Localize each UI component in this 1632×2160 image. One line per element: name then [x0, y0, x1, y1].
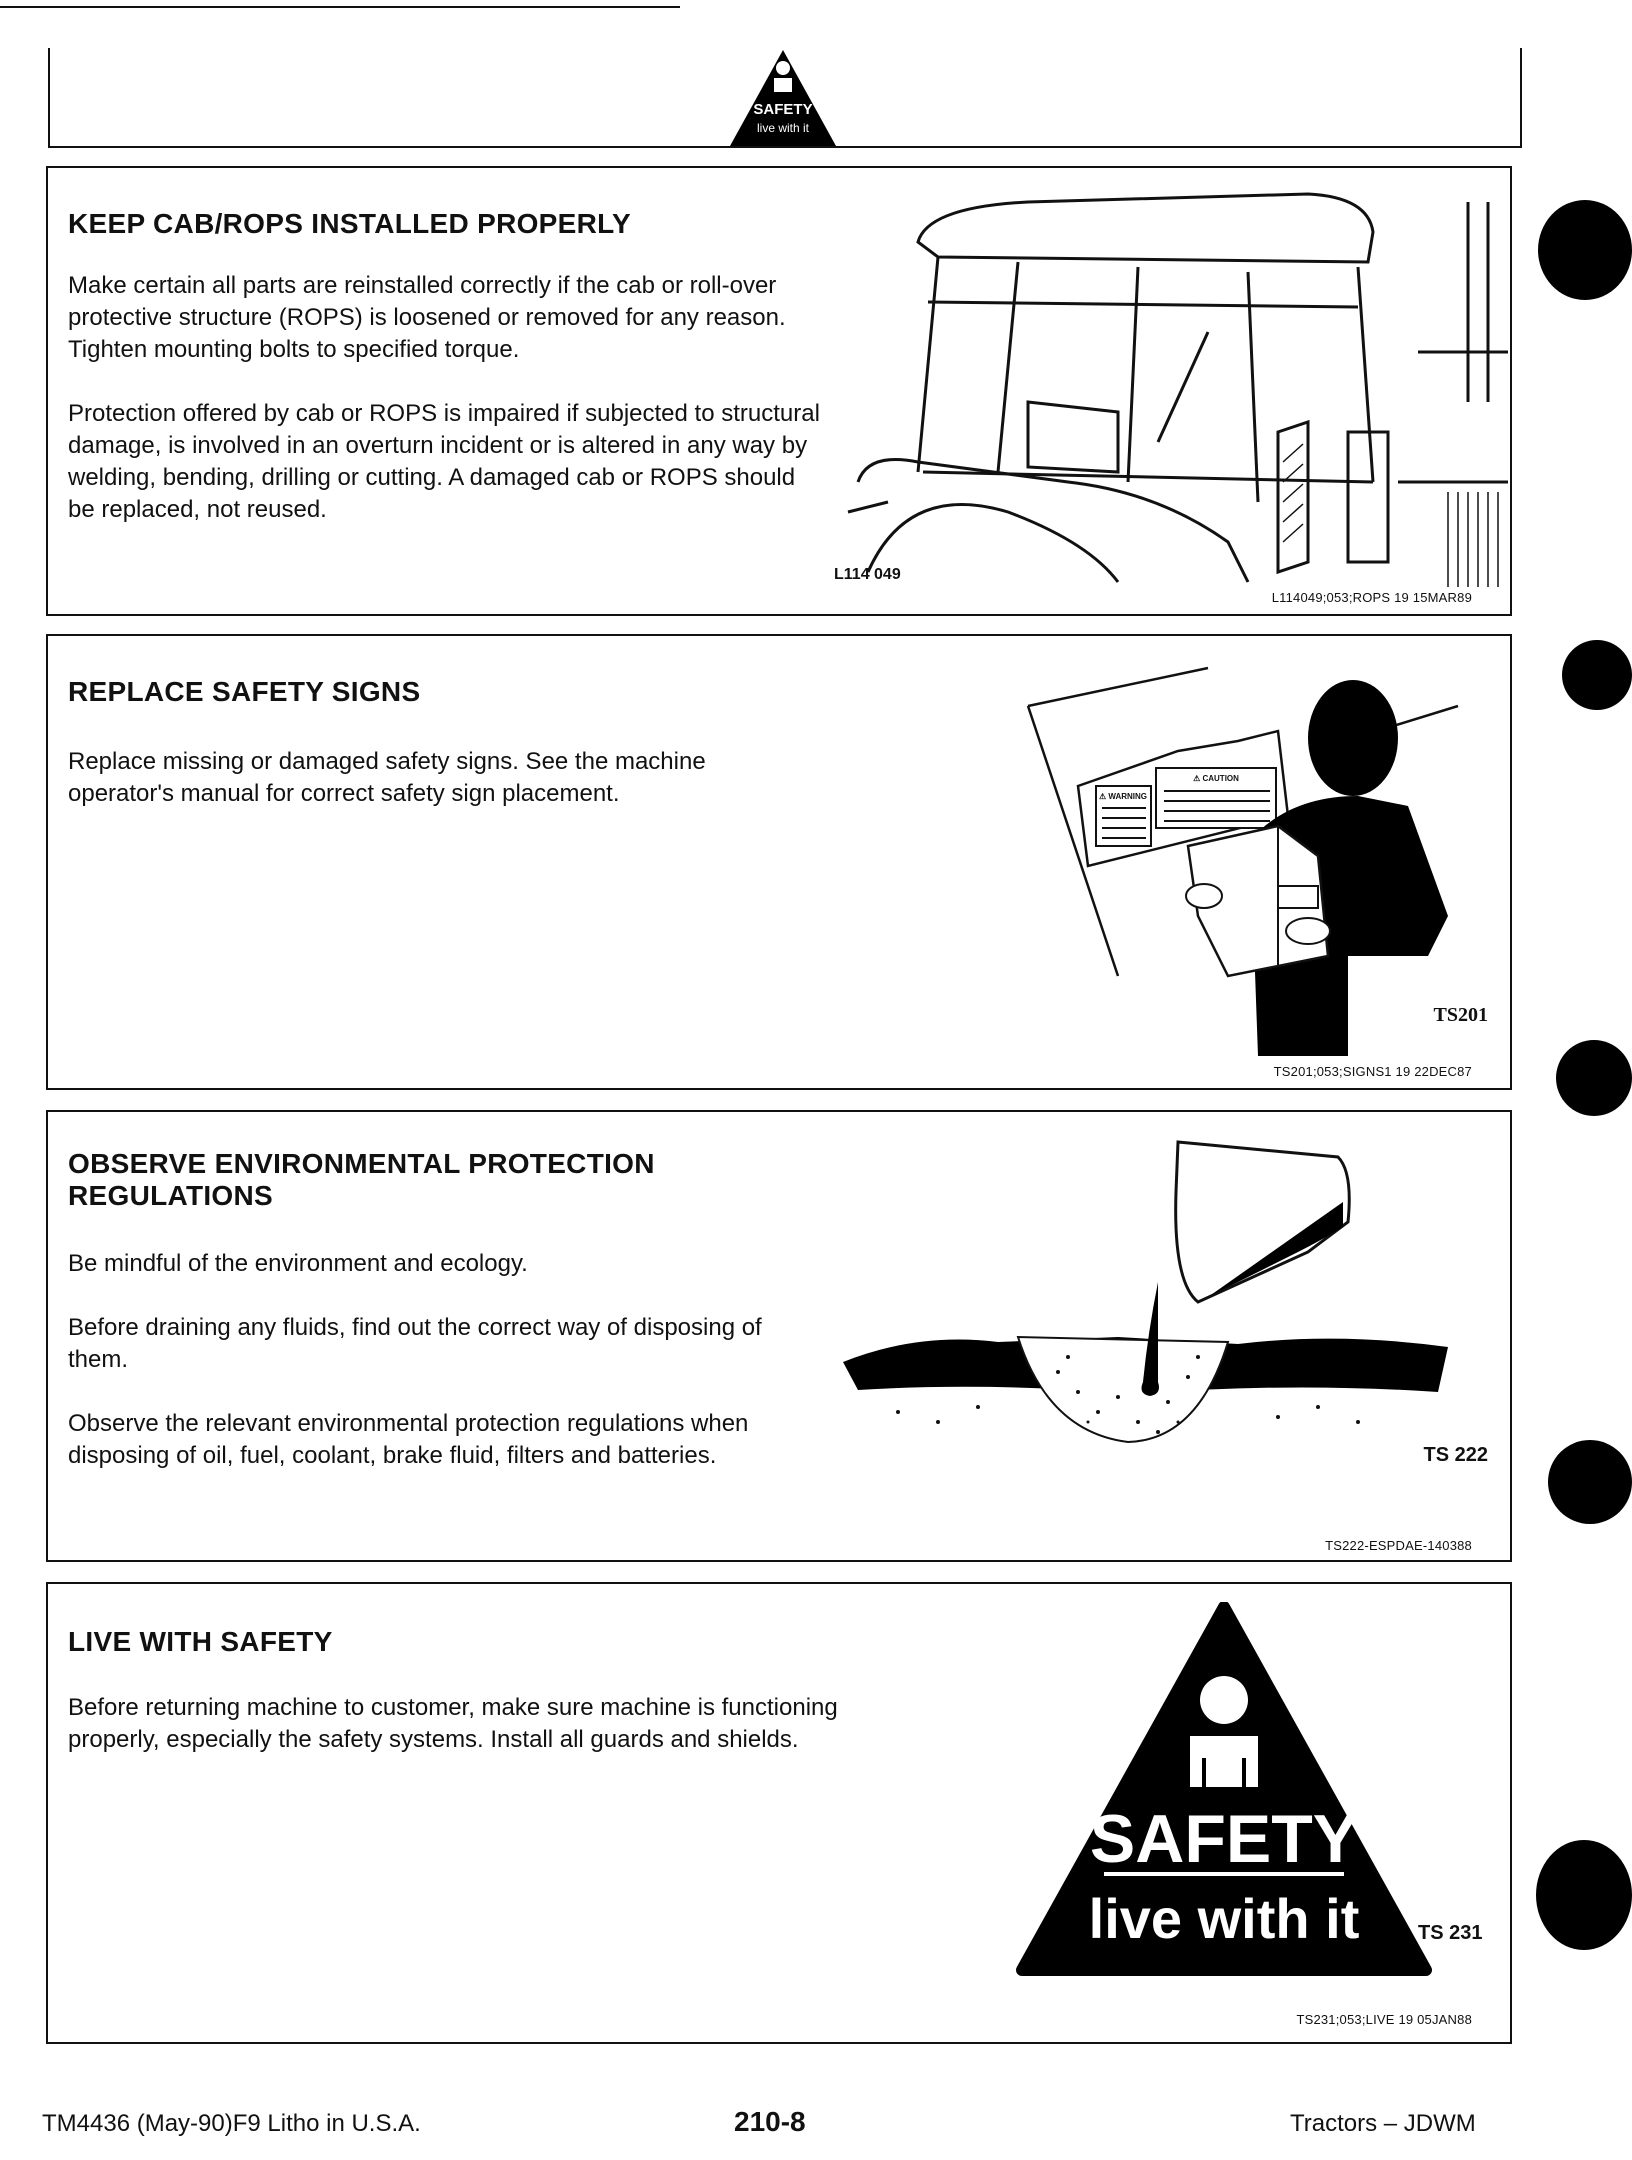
sign-label-warning: ⚠ WARNING — [1098, 792, 1148, 801]
safety-live-with-it-logo-icon — [1014, 1602, 1434, 1982]
paragraph: Make certain all parts are reinstalled correctly if the cab or roll-over protective structure (ROPS) is loosened or removed for any reason. Tighten mounting bolts to specified torque. — [68, 272, 786, 363]
binder-hole — [1538, 200, 1632, 300]
sign-label-caution: ⚠ CAUTION — [1193, 774, 1239, 783]
logo-text-tagline: live with it — [756, 121, 810, 135]
figure-label: TS 222 — [1423, 1444, 1488, 1466]
logo-text-safety: SAFETY — [753, 101, 813, 118]
section-body — [68, 746, 728, 842]
paragraph: Observe the relevant environmental protection regulations when disposing of oil, fuel, coolant, brake fluid, filters and batteries. — [68, 1410, 749, 1469]
paragraph: Protection offered by cab or ROPS is impaired if subjected to structural damage, is involved in an overturn incident or is altered in any way by welding, bending, drilling or cutting. A damaged cab or ROPS should be replaced, not reused. — [68, 400, 820, 523]
binder-hole — [1562, 640, 1632, 710]
person-reading-manual-illustration — [978, 656, 1498, 1056]
section-title: OBSERVE ENVIRONMENTAL PROTECTION REGULATIONS — [68, 1148, 655, 1211]
footer-section: Tractors – JDWM — [1290, 2110, 1476, 2137]
section-body — [68, 270, 828, 558]
section-title: REPLACE SAFETY SIGNS — [68, 676, 421, 707]
section-environmental — [46, 1110, 1512, 1562]
logo-text-tagline: live with it — [1088, 1887, 1360, 1950]
paragraph: Replace missing or damaged safety signs. See the machine operator's manual for correct safety sign placement. — [68, 748, 706, 807]
footer-publication: TM4436 (May-90)F9 Litho in U.S.A. — [42, 2110, 421, 2137]
safety-logo-icon — [728, 48, 838, 148]
binder-hole — [1556, 1040, 1632, 1116]
section-body — [68, 1248, 768, 1504]
figure-label: TS 231 — [1418, 1922, 1483, 1944]
reference-code: L114049;053;ROPS 19 15MAR89 — [1271, 590, 1472, 605]
section-safety-signs — [46, 634, 1512, 1090]
paragraph: Be mindful of the environment and ecology. — [68, 1250, 528, 1277]
section-title: KEEP CAB/ROPS INSTALLED PROPERLY — [68, 208, 631, 239]
binder-hole — [1548, 1440, 1632, 1524]
reference-code: TS231;053;LIVE 19 05JAN88 — [1296, 2012, 1472, 2027]
footer-page-number: 210-8 — [734, 2106, 806, 2137]
reference-code: TS222-ESPDAE-140388 — [1325, 1538, 1472, 1553]
section-title: LIVE WITH SAFETY — [68, 1626, 333, 1657]
binder-hole — [1536, 1840, 1632, 1950]
logo-text-safety: SAFETY — [1089, 1801, 1359, 1877]
fluid-draining-illustration — [838, 1132, 1458, 1472]
reference-code: TS201;053;SIGNS1 19 22DEC87 — [1273, 1064, 1472, 1079]
section-cab-rops — [46, 166, 1512, 616]
tractor-cab-illustration — [828, 182, 1508, 592]
section-body — [68, 1692, 838, 1788]
paragraph: Before returning machine to customer, make sure machine is functioning properly, especially the safety systems. Install all guards and shields. — [68, 1694, 838, 1753]
figure-label: TS201 — [1433, 1004, 1488, 1026]
section-live-with-safety — [46, 1582, 1512, 2044]
top-rule — [0, 6, 680, 8]
paragraph: Before draining any fluids, find out the correct way of disposing of them. — [68, 1314, 762, 1373]
figure-label: L114 049 — [834, 566, 901, 583]
